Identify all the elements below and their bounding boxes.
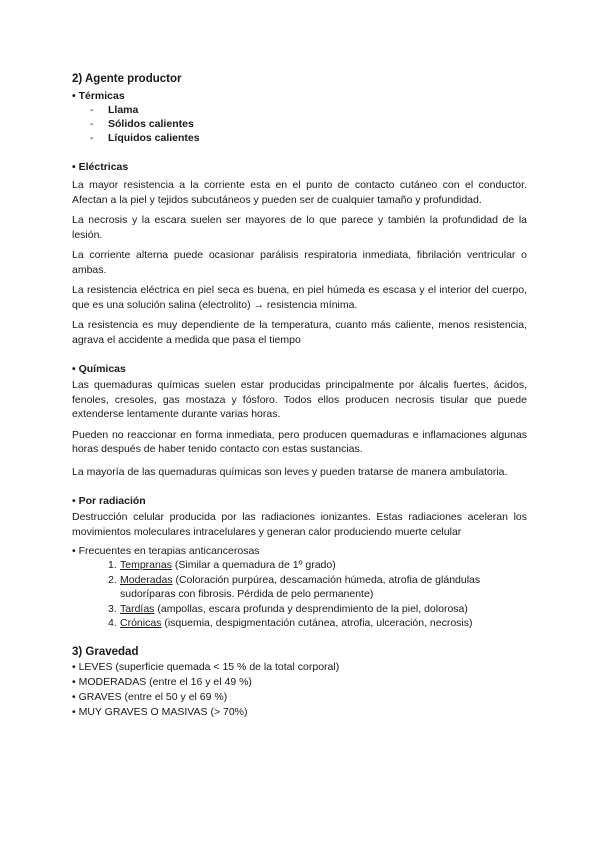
paragraph: La mayoría de las quemaduras químicas son leves y pueden tratarse de manera ambulatoria. bbox=[72, 465, 508, 478]
paragraph: La corriente alterna puede ocasionar parálisis respiratoria inmediata, fibrilación ventricular o ambas. bbox=[72, 249, 527, 276]
list-item: 3. Tardías (ampollas, escara profunda y desprendimiento de la piel, dolorosa) bbox=[108, 602, 468, 615]
list-item: - Líquidos calientes bbox=[72, 131, 527, 145]
list-item: - Sólidos calientes bbox=[72, 117, 527, 131]
paragraph: La resistencia eléctrica en piel seca es buena, en piel húmeda es escasa y el interior del cuerpo, que es una solución salina (electrolito) → resistencia mínima. bbox=[72, 284, 527, 311]
label-electricas: • Eléctricas bbox=[72, 161, 129, 173]
paragraph: La necrosis y la escara suelen ser mayores de lo que parece y también la profundidad de la lesión. bbox=[72, 214, 527, 241]
paragraph: Destrucción celular producida por las radiaciones ionizantes. Estas radiaciones aceleran los movimientos moleculares intracelulares y generan calor produciendo muerte celular bbox=[72, 511, 527, 538]
list-item: 2. Moderadas (Coloración purpúrea, descamación húmeda, atrofia de glándulas sudoríparas con fibrosis. Pérdida de pelo permanente) bbox=[108, 573, 481, 600]
heading-agente-productor: 2) Agente productor bbox=[72, 73, 182, 85]
paragraph: La mayor resistencia a la corriente esta en el punto de contacto cutáneo con el conductor. Afectan a la piel y tejidos subcutáneos y pueden ser de cualquier tamaño y profundidad. bbox=[72, 179, 527, 206]
list-radiacion bbox=[72, 558, 527, 631]
list-item: • LEVES (superficie quemada < 15 % de la total corporal) bbox=[72, 660, 340, 673]
heading-gravedad: 3) Gravedad bbox=[72, 645, 139, 658]
paragraph: La resistencia es muy dependiente de la temperatura, cuanto más caliente, menos resistencia, agrava el accidente a medida que pasa el tiempo bbox=[72, 319, 527, 346]
list-item: • MUY GRAVES O MASIVAS (> 70%) bbox=[72, 705, 248, 718]
label-quimicas: • Químicas bbox=[72, 363, 126, 375]
term-tempranas: Tempranas bbox=[120, 559, 172, 571]
document-page bbox=[72, 72, 527, 719]
label-frecuentes: • Frecuentes en terapias anticancerosas bbox=[72, 545, 260, 557]
term-moderadas: Moderadas bbox=[120, 573, 173, 586]
paragraph: Pueden no reaccionar en forma inmediata, pero producen quemaduras e inflamaciones algunas horas después de haber tenido contacto con estas sustancias. bbox=[72, 428, 527, 455]
paragraph: Las quemaduras químicas suelen estar producidas principalmente por álcalis fuertes, ácidos, fenoles, cresoles, gas mostaza y fósforo. Todos ellos producen necrosis tisular que puede extenderse lentamente durante varias horas. bbox=[72, 379, 527, 420]
list-item: • MODERADAS (entre el 16 y el 49 %) bbox=[72, 675, 252, 688]
term-cronicas: Crónicas bbox=[120, 617, 162, 629]
list-item: 4. Crónicas (isquemia, despigmentación cutánea, atrofia, ulceración, necrosis) bbox=[108, 617, 473, 629]
label-termicas: • Térmicas bbox=[72, 90, 125, 102]
list-item: • GRAVES (entre el 50 y el 69 %) bbox=[72, 690, 228, 703]
list-item: 1. Tempranas (Similar a quemadura de 1º grado) bbox=[108, 559, 336, 571]
term-tardias: Tardías bbox=[120, 602, 155, 615]
label-radiacion: • Por radiación bbox=[72, 495, 146, 507]
list-item: - Llama bbox=[72, 103, 527, 117]
list-termicas bbox=[72, 103, 527, 145]
